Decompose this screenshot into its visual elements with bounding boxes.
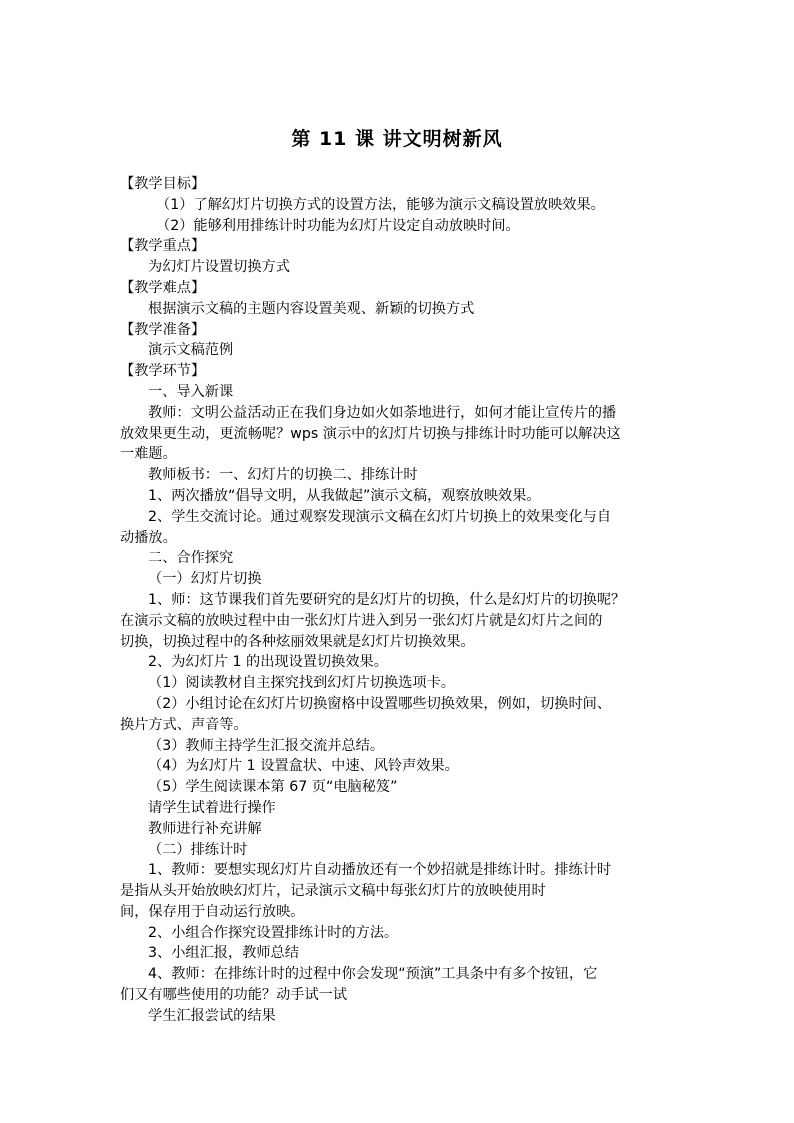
text-line: 【教学重点】 <box>120 238 206 255</box>
text-line: （2）小组讨论在幻灯片切换窗格中设置哪些切换效果，例如，切换时间、 <box>148 695 612 712</box>
text-line: 二、合作探究 <box>148 550 234 567</box>
text-line: 在演示文稿的放映过程中由一张幻灯片进入到另一张幻灯片就是幻灯片之间的 <box>120 612 603 629</box>
text-line: 演示文稿范例 <box>148 342 234 359</box>
text-line: 切换，切换过程中的各种炫丽效果就是幻灯片切换效果。 <box>120 633 475 650</box>
text-line: 们又有哪些使用的功能？动手试一试 <box>120 987 348 1004</box>
text-line: 教师进行补充讲解 <box>148 820 262 837</box>
text-line: 【教学环节】 <box>120 363 206 380</box>
text-line: （1）了解幻灯片切换方式的设置方法，能够为演示文稿设置放映效果。 <box>156 196 605 213</box>
text-line: 3、小组汇报，教师总结 <box>148 945 299 962</box>
text-line: 教师板书：一、幻灯片的切换二、排练计时 <box>148 467 418 484</box>
text-line: 2、为幻灯片 1 的出现设置切换效果。 <box>148 654 388 671</box>
text-line: 【教学准备】 <box>120 321 206 338</box>
text-line: 【教学目标】 <box>120 176 206 192</box>
text-line: （4）为幻灯片 1 设置盒状、中速、风铃声效果。 <box>148 758 459 775</box>
text-line: 为幻灯片设置切换方式 <box>148 259 290 276</box>
text-line: （3）教师主持学生汇报交流并总结。 <box>148 737 385 754</box>
text-line: 是指从头开始放映幻灯片，记录演示文稿中每张幻灯片的放映使用时 <box>120 883 546 900</box>
text-line: 间，保存用于自动运行放映。 <box>120 903 305 920</box>
text-line: （5）学生阅读课本第 67 页“电脑秘笈” <box>148 779 398 796</box>
text-line: （1）阅读教材自主探究找到幻灯片切换选项卡。 <box>148 675 455 692</box>
page-title: 第 11 课 讲文明树新风 <box>291 128 503 150</box>
text-line: 2、小组合作探究设置排练计时的方法。 <box>148 924 399 941</box>
text-line: （二）排练计时 <box>148 841 248 858</box>
text-line: 放效果更生动，更流畅呢？wps 演示中的幻灯片切换与排练计时功能可以解决这 <box>120 425 621 442</box>
text-line: 教师：文明公益活动正在我们身边如火如荼地进行，如何才能让宣传片的播 <box>148 404 617 421</box>
text-line: 1、师：这节课我们首先要研究的是幻灯片的切换，什么是幻灯片的切换呢？ <box>148 591 626 608</box>
text-line: （一）幻灯片切换 <box>148 571 262 588</box>
text-line: 4、教师：在排练计时的过程中你会发现“预演”工具条中有多个按钮，它 <box>148 966 598 983</box>
text-line: 根据演示文稿的主题内容设置美观、新颖的切换方式 <box>148 300 475 317</box>
text-line: 【教学难点】 <box>120 279 206 296</box>
text-line: （2）能够利用排练计时功能为幻灯片设定自动放映时间。 <box>156 217 520 234</box>
text-line: 请学生试着进行操作 <box>148 799 276 816</box>
text-line: 2、学生交流讨论。通过观察发现演示文稿在幻灯片切换上的效果变化与自 <box>148 508 612 525</box>
text-line: 1、教师：要想实现幻灯片自动播放还有一个妙招就是排练计时。排练计时 <box>148 862 612 879</box>
text-line: 学生汇报尝试的结果 <box>148 1007 276 1024</box>
text-line: 换片方式、声音等。 <box>120 716 248 733</box>
text-line: 一难题。 <box>120 446 177 463</box>
text-line: 一、导入新课 <box>148 383 234 400</box>
text-line: 1、两次播放“倡导文明，从我做起”演示文稿，观察放映效果。 <box>148 487 541 504</box>
text-line: 动播放。 <box>120 529 177 546</box>
document-body <box>120 174 690 1027</box>
